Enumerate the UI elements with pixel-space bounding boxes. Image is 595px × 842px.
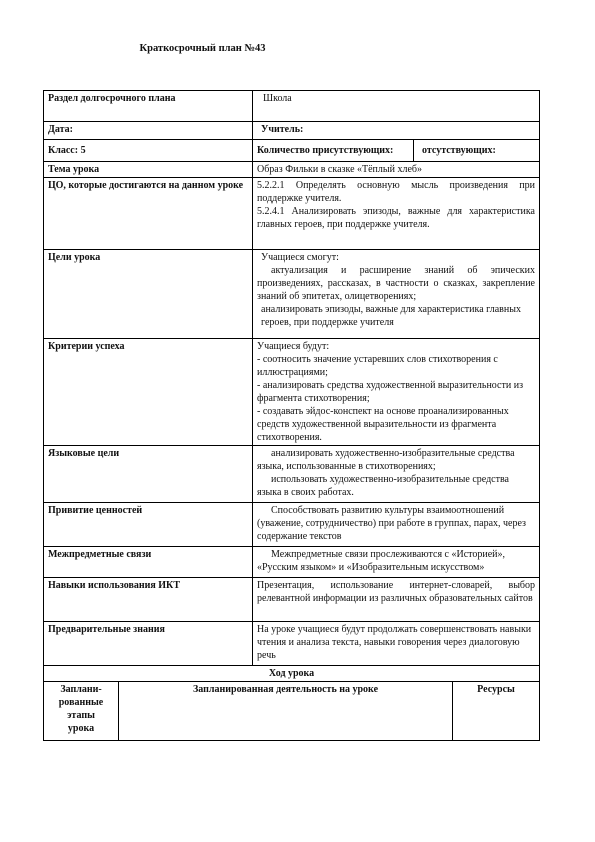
objective-item: 5.2.2.1 Определять основную мысль произведения при поддержке учителя. — [257, 180, 535, 204]
criteria-item: - создавать эйдос-конспект на основе проанализированных средств художественной выразительности из фрагмента стихотворения. — [257, 406, 509, 443]
col-header-stages: Заплани-рованные этапы урока — [44, 682, 119, 741]
language-label: Языковые цели — [44, 446, 253, 503]
row-objectives — [44, 178, 540, 250]
language-item: использовать художественно-изобразительные средства языка в своих работах. — [257, 474, 509, 498]
prior-label: Предварительные знания — [44, 622, 253, 666]
date-label: Дата: — [44, 122, 253, 140]
row-lesson-header — [44, 682, 540, 741]
cross-label: Межпредметные связи — [44, 547, 253, 578]
values-value: Способствовать развитию культуры взаимоотношений (уважение, сотрудничество) при работе в группах, парах, через содержание текстов — [253, 503, 540, 547]
criteria-item: - соотносить значение устаревших слов стихотворения с иллюстрациями; — [257, 354, 498, 378]
row-lesson-title — [44, 666, 540, 682]
row-date — [44, 122, 540, 140]
document-title: Краткосрочный план №43 — [139, 43, 266, 54]
row-criteria — [44, 339, 540, 446]
section-value: Школа — [253, 91, 540, 122]
lesson-title: Ход урока — [44, 666, 540, 682]
section-label: Раздел долгосрочного плана — [44, 91, 253, 122]
topic-value: Образ Фильки в сказке «Тёплый хлеб» — [253, 162, 540, 178]
goals-value — [253, 250, 540, 339]
topic-label: Тема урока — [44, 162, 253, 178]
row-goals — [44, 250, 540, 339]
goal-item: анализировать эпизоды, важные для характеристика главных героев, при поддержке учителя — [261, 304, 521, 328]
goals-intro: Учащиеся смогут: — [261, 252, 339, 263]
prior-value: На уроке учащиеся будут продолжать совершенствовать навыки чтения и анализа текста, навыки говорения через диалоговую речь — [253, 622, 540, 666]
row-class — [44, 140, 540, 162]
col-header-resources: Ресурсы — [453, 682, 540, 741]
row-values — [44, 503, 540, 547]
language-item: анализировать художественно-изобразительные средства языка, использованные в стихотворениях; — [257, 448, 515, 472]
values-label: Привитие ценностей — [44, 503, 253, 547]
goal-item: актуализация и расширение знаний об эпических произведениях, рассказах, в частности о сказках, закрепление знаний об эпитетах, олицетворениях; — [257, 265, 535, 302]
row-section — [44, 91, 540, 122]
col-header-activity: Запланированная деятельность на уроке — [119, 682, 453, 741]
row-language — [44, 446, 540, 503]
row-prior — [44, 622, 540, 666]
row-topic — [44, 162, 540, 178]
language-value — [253, 446, 540, 503]
absent-label: отсутствующих: — [414, 140, 540, 162]
goals-label: Цели урока — [44, 250, 253, 339]
row-cross — [44, 547, 540, 578]
objective-item: 5.2.4.1 Анализировать эпизоды, важные для характеристика главных героев, при поддержке учителя. — [257, 206, 535, 230]
criteria-value — [253, 339, 540, 446]
lesson-plan-table — [43, 90, 540, 741]
class-label: Класс: 5 — [44, 140, 253, 162]
objectives-label: ЦО, которые достигаются на данном уроке — [44, 178, 253, 250]
ict-label: Навыки использования ИКТ — [44, 578, 253, 622]
present-label: Количество присутствующих: — [253, 140, 414, 162]
ict-value: Презентация, использование интернет-словарей, выбор релевантной информации из различных образовательных сайтов — [253, 578, 540, 622]
teacher-label: Учитель: — [253, 122, 540, 140]
objectives-value — [253, 178, 540, 250]
criteria-intro: Учащиеся будут: — [257, 341, 330, 352]
criteria-item: - анализировать средства художественной выразительности из фрагмента стихотворения; — [257, 380, 524, 404]
row-ict — [44, 578, 540, 622]
criteria-label: Критерии успеха — [44, 339, 253, 446]
cross-value: Межпредметные связи прослеживаются с «Историей», «Русским языком» и «Изобразительным искусством» — [253, 547, 540, 578]
